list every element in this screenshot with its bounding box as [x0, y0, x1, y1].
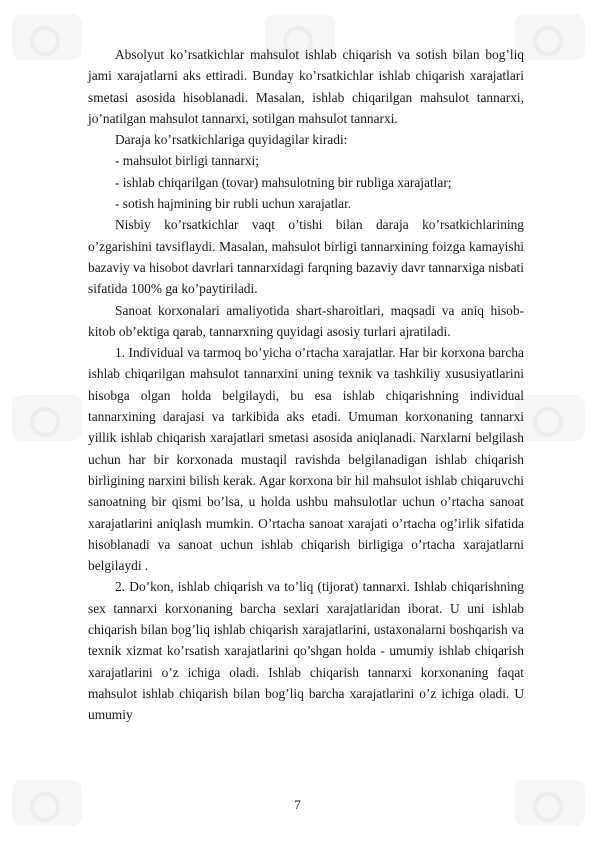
paragraph: Nisbiy ko’rsatkichlar vaqt o’tishi bilan daraja ko’rsatkichlarining o’zgarishini tavsiflaydi. Masalan, mahsulot birligi tannarxining foizga kamayishi bazaviy va hisobot davrlari tannarxidagi farqning bazaviy davr tannarxiga nisbati sifatida 100% ga ko’paytiriladi. [88, 217, 524, 297]
watermark-icon [515, 14, 585, 60]
list-item: - ishlab chiqarilgan (tovar) mahsulotning bir rubliga xarajatlar; [115, 174, 452, 190]
page-number: 7 [294, 797, 301, 812]
paragraph: Sanoat korxonalari amaliyotida shart-sharoitlari, maqsadi va aniq hisob-kitob ob’ektiga qarab, tannarxning quyidagi asosiy turlari ajratiladi. [88, 302, 524, 339]
watermark-icon [515, 395, 585, 441]
body-text [88, 44, 524, 726]
list-item: - mahsulot birligi tannarxi; [115, 153, 259, 169]
watermark-icon [12, 14, 82, 60]
paragraph: Absolyut ko’rsatkichlar mahsulot ishlab chiqarish va sotish bilan bog’liq jami xarajatlarni aks ettiradi. Bunday ko’rsatkichlar ishlab chiqarish xarajatlari smetasi asosida hisoblanadi. Masalan, ishlab chiqarilgan mahsulot tannarxi, jo’natilgan mahsulot tannarxi, sotilgan mahsulot tannarxi. [88, 47, 524, 126]
watermark-icon [12, 395, 82, 441]
paragraph: Daraja ko’rsatkichlariga quyidagilar kiradi: [115, 132, 348, 148]
paragraph: 2. Do’kon, ishlab chiqarish va to’liq (tijorat) tannarxi. Ishlab chiqarishning sex tannarxi korxonaning barcha sexlari xarajatlaridan iborat. U uni ishlab chiqarish bilan bog’liq ishlab chiqarish xarajatlarini, ustaxonalarni boshqarish va texnik xizmat ko’rsatish xarajatlarini qo’shgan holda - umumiy ishlab chiqarish xarajatlarini o’z ichiga oladi. Ishlab chiqarish tannarxi korxonaning faqat mahsulot ishlab chiqarish bilan bog’liq barcha xarajatlarini o’z ichiga oladi. U umumiy [88, 579, 524, 723]
paragraph: 1. Individual va tarmoq bo’yicha o’rtacha xarajatlar. Har bir korxona barcha ishlab chiqarilgan mahsulot tannarxini uning texnik va tashkiliy xususiyatlarini hisobga olgan holda belgilaydi, bu esa ishlab chiqarishning individual tannarxining darajasi va tarkibida aks etadi. Umuman korxonaning tannarxi yillik ishlab chiqarish xarajatlari smetasi asosida aniqlanadi. Narxlarni belgilash uchun har bir korxonada mustaqil ravishda belgilanadigan ishlab chiqarish birligining narxini bilish kerak. Agar korxona bir hil mahsulot ishlab chiqaruvchi sanoatning bir qismi bo’lsa, u holda ushbu mahsulotlar uchun o’rtacha sanoat xarajatlarini aniqlash mumkin. O’rtacha sanoat xarajati o’rtacha og’irlik sifatida hisoblanadi va sanoat uchun ishlab chiqarish birligiga o’rtacha xarajatlarni belgilaydi . [88, 345, 524, 574]
list-item: - sotish hajmining bir rubli uchun xarajatlar. [115, 196, 352, 212]
